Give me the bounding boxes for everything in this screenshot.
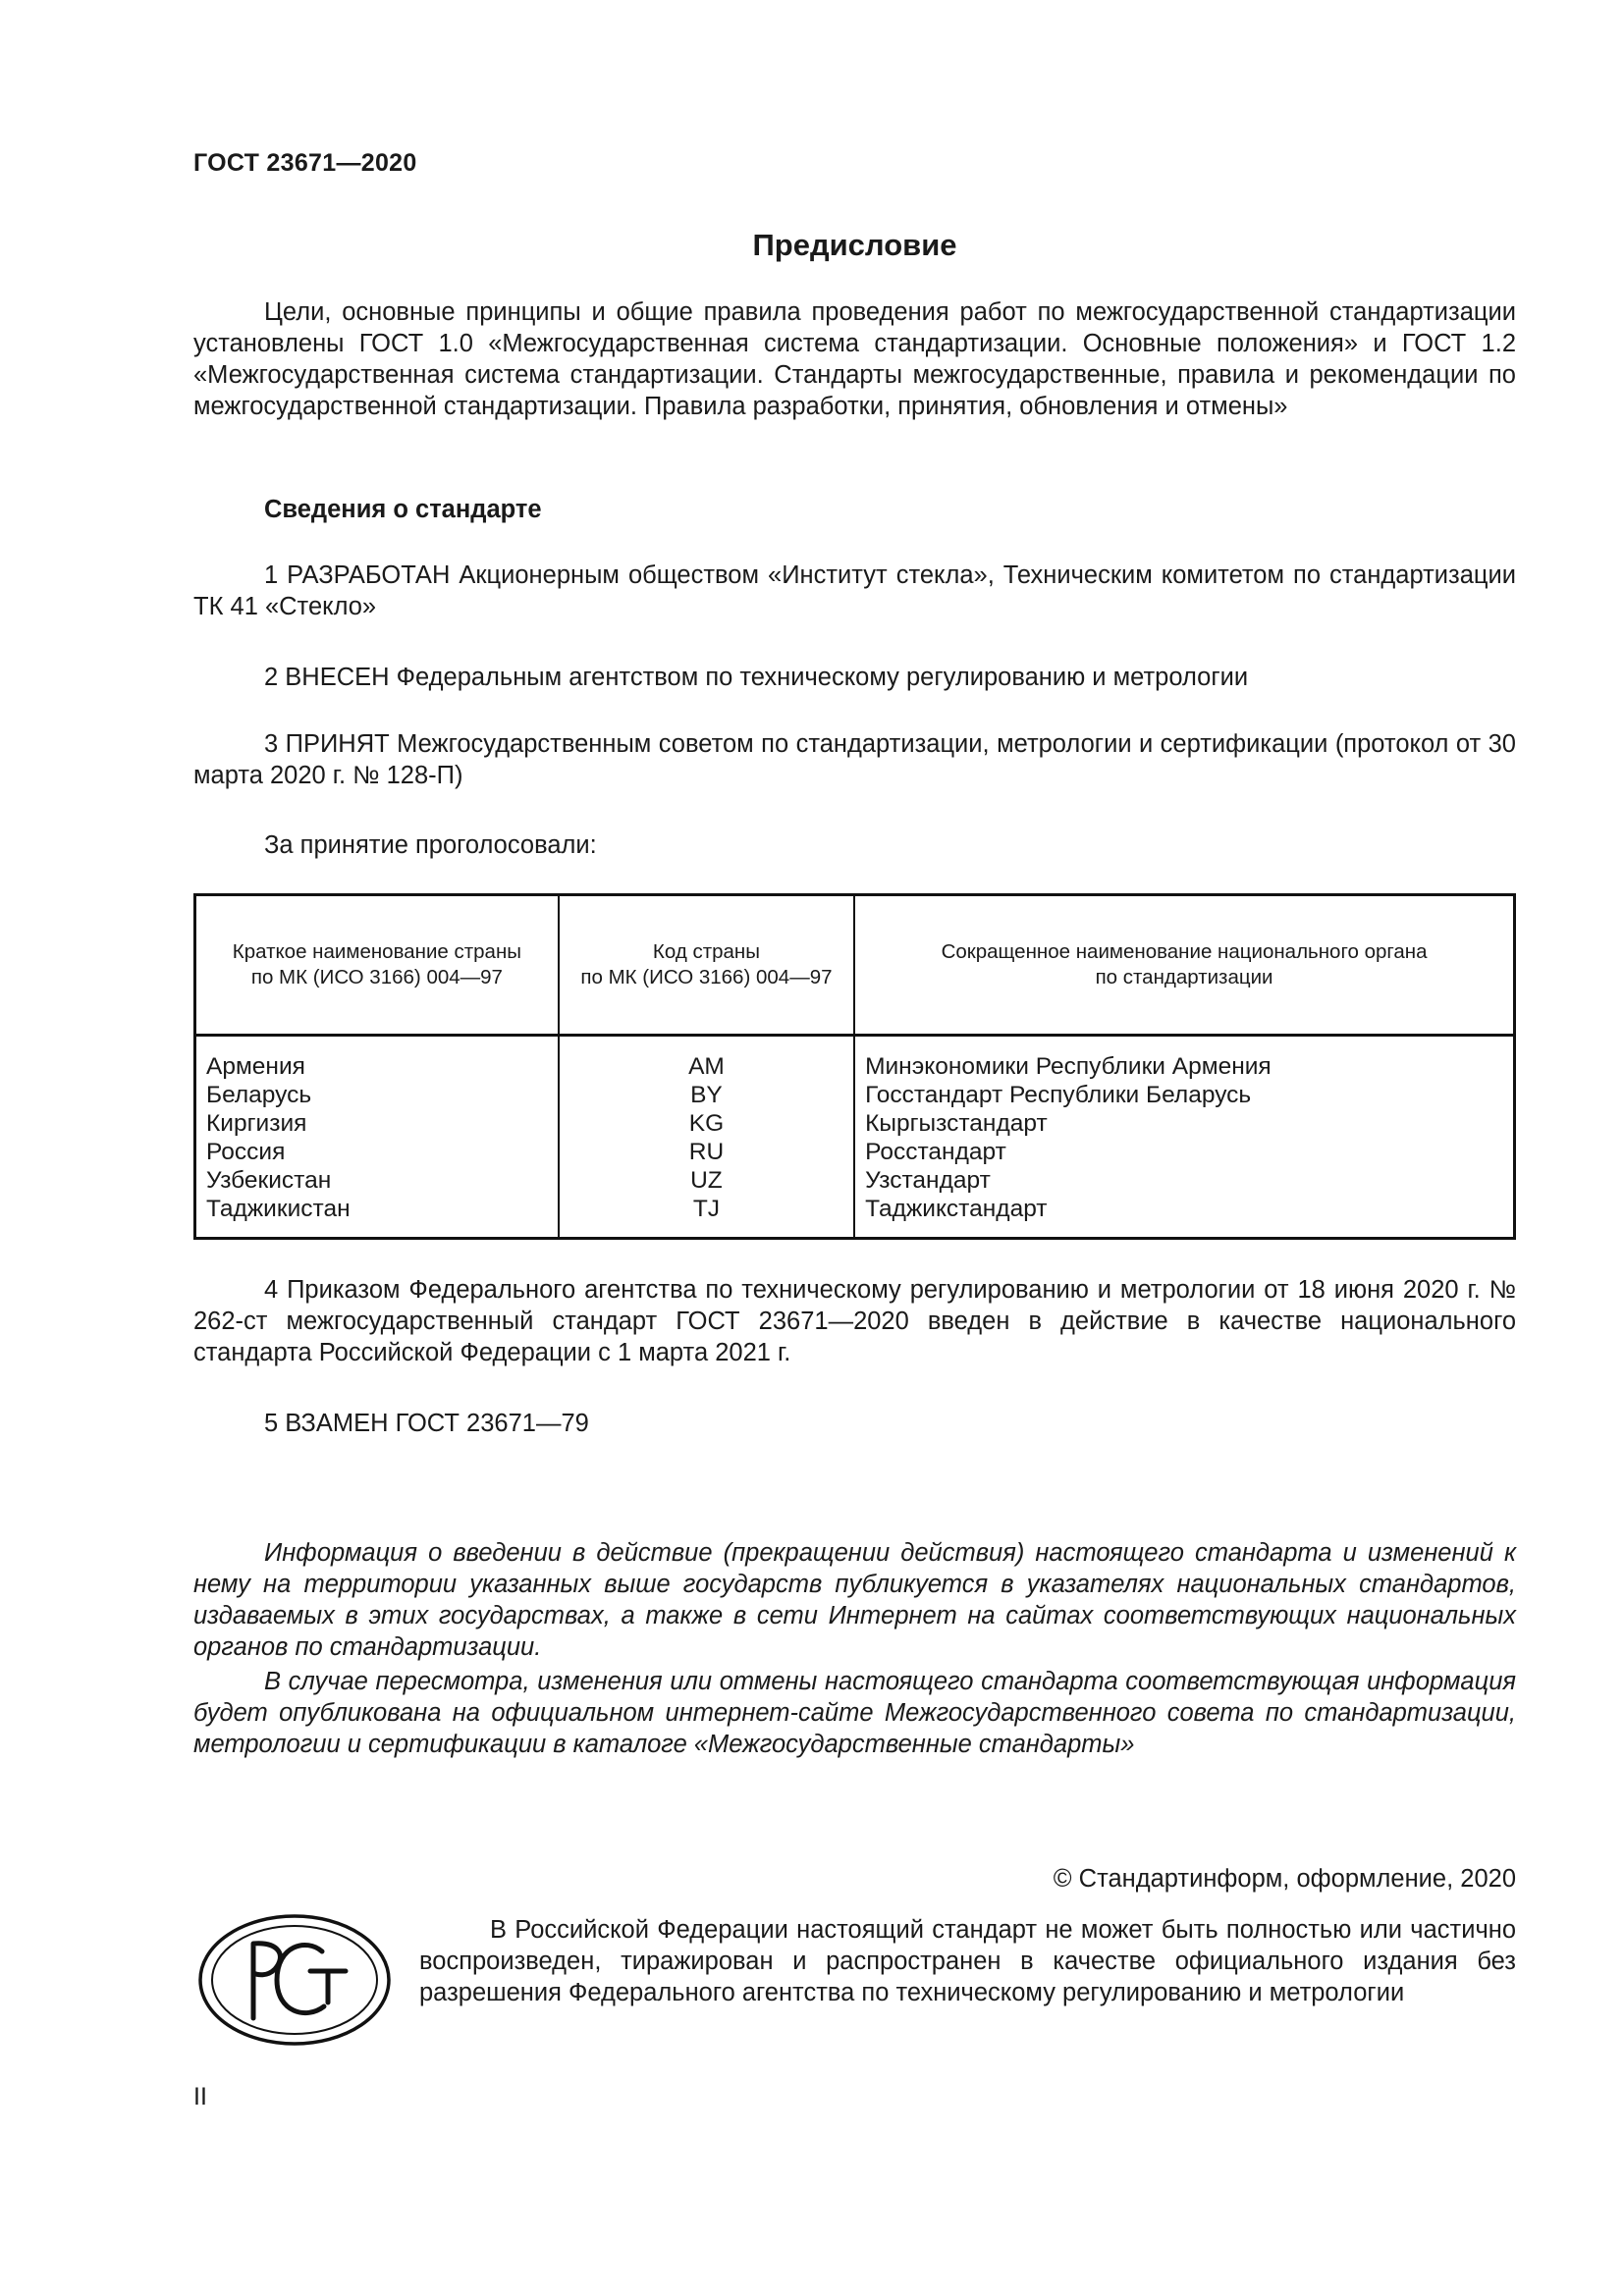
page-number: II <box>193 2083 207 2110</box>
header-country: Краткое наименование страны по МК (ИСО 3166) 004—97 <box>195 895 559 1036</box>
body-column <box>854 1036 1514 1239</box>
document-page <box>193 0 1516 2296</box>
info-notice-2: В случае пересмотра, изменения или отмены настоящего стандарта соответствующая информация будет опубликована на официальном интернет-сайте Межгосударственного совета по стандартизации, метрологии и сертификации в каталоге «Межгосударственные стандарты» <box>193 1668 1516 1758</box>
reproduction-notice: В Российской Федерации настоящий стандарт не может быть полностью или частично воспроизведен, тиражирован и распространен в качестве официального издания без разрешения Федерального агентства по техническому регулированию и метрологии <box>419 1916 1516 2006</box>
item-submitted: 2 ВНЕСЕН Федеральным агентством по техническому регулированию и метрологии <box>264 664 1249 691</box>
code-cell: AM <box>688 1053 725 1080</box>
header-body: Сокращенное наименование национального органа по стандартизации <box>854 895 1514 1036</box>
country-column <box>195 1036 559 1239</box>
standard-header: ГОСТ 23671—2020 <box>193 149 417 177</box>
code-cell: RU <box>688 1139 725 1165</box>
voted-label: За принятие проголосовали: <box>264 831 597 859</box>
voting-table <box>193 893 1516 1240</box>
code-cell: KG <box>688 1110 725 1137</box>
item-adopted: 3 ПРИНЯТ Межгосударственным советом по стандартизации, метрологии и сертификации (протокол от 30 марта 2020 г. № 128-П) <box>193 730 1516 789</box>
body-cell: Кыргызстандарт <box>865 1110 1048 1137</box>
body-cell: Узстандарт <box>865 1167 991 1194</box>
body-cell: Госстандарт Республики Беларусь <box>865 1082 1252 1108</box>
info-heading: Сведения о стандарте <box>264 496 542 523</box>
body-cell: Минэкономики Республики Армения <box>865 1053 1272 1080</box>
item-developed: 1 РАЗРАБОТАН Акционерным обществом «Институт стекла», Техническим комитетом по стандартизации ТК 41 «Стекло» <box>193 561 1516 620</box>
item-replaces: 5 ВЗАМЕН ГОСТ 23671—79 <box>264 1410 589 1437</box>
rst-logo-icon <box>196 1912 393 2048</box>
code-cell: BY <box>690 1082 723 1108</box>
code-cell: TJ <box>692 1196 721 1222</box>
country-cell: Беларусь <box>206 1082 312 1108</box>
body-cell: Росстандарт <box>865 1139 1006 1165</box>
code-cell: UZ <box>690 1167 723 1194</box>
table-row <box>195 1036 1515 1239</box>
country-cell: Армения <box>206 1053 305 1080</box>
country-cell: Узбекистан <box>206 1167 332 1194</box>
header-code: Код страны по МК (ИСО 3166) 004—97 <box>559 895 854 1036</box>
preface-intro: Цели, основные принципы и общие правила проведения работ по межгосударственной стандартизации установлены ГОСТ 1.0 «Межгосударственная система стандартизации. Основные положения» и ГОСТ 1.2 «Межгосударственная система стандартизации. Стандарты межгосударственные, правила и рекомендации по межгосударственной стандартизации. Правила разработки, принятия, обновления и отмены» <box>193 298 1516 420</box>
code-column <box>559 1036 854 1239</box>
country-cell: Киргизия <box>206 1110 307 1137</box>
country-cell: Россия <box>206 1139 286 1165</box>
body-cell: Таджикстандарт <box>865 1196 1048 1222</box>
preface-title: Предисловие <box>752 228 957 262</box>
country-cell: Таджикистан <box>206 1196 351 1222</box>
table-header-row <box>195 895 1515 1036</box>
copyright-line: © Стандартинформ, оформление, 2020 <box>1053 1865 1516 1893</box>
info-notice-1: Информация о введении в действие (прекращении действия) настоящего стандарта и изменений к нему на территории указанных выше государств публикуется в указателях национальных стандартов, издаваемых в этих государствах, а также в сети Интернет на сайтах соответствующих национальных органов по стандартизации. <box>193 1539 1516 1661</box>
item-enacted: 4 Приказом Федерального агентства по техническому регулированию и метрологии от 18 июня 2020 г. № 262-ст межгосударственный стандарт ГОСТ 23671—2020 введен в действие в качестве национального стандарта Российской Федерации с 1 марта 2021 г. <box>193 1276 1516 1366</box>
